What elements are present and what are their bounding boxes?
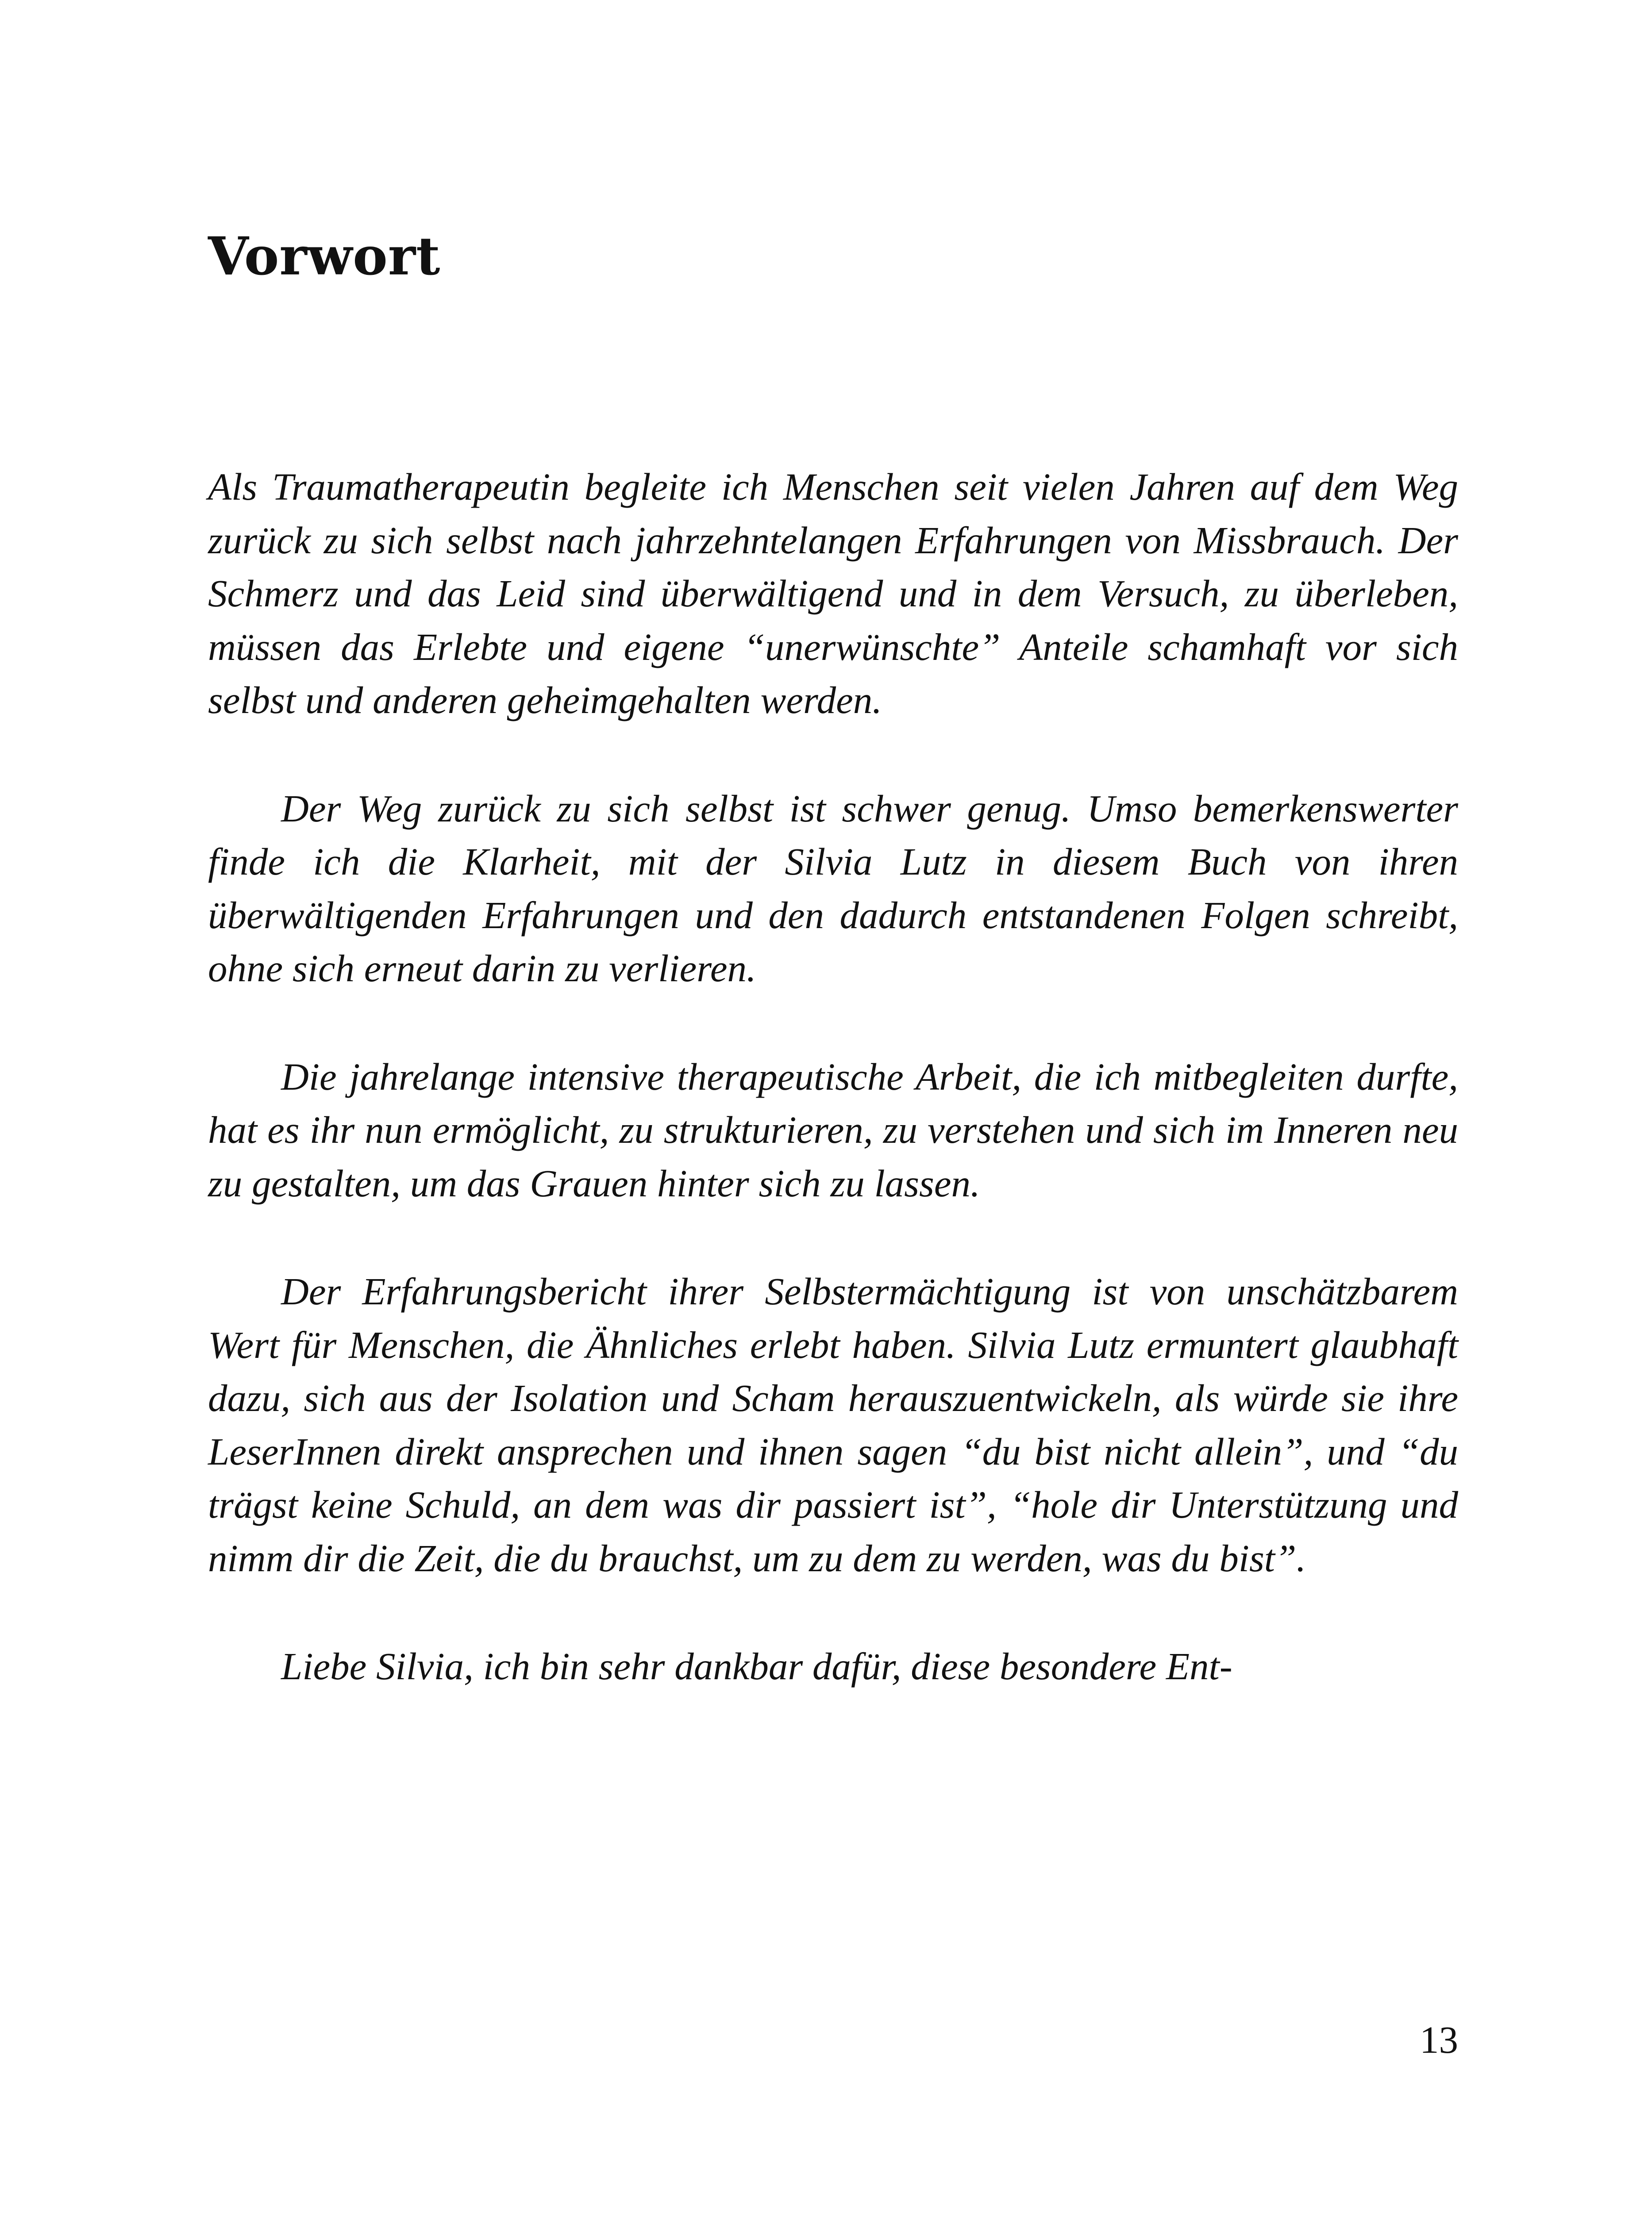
paragraph-4: Der Erfahrungsbericht ihrer Selbstermächtigung ist von unschätzbarem Wert für Menschen, die Ähnliches erlebt haben. Silvia Lutz ermuntert glaubhaft dazu, sich aus der Isolation und Scham herauszuentwickeln, als würde sie ihre LeserInnen direkt ansprechen und ihnen sagen “du bist nicht allein”, und “du trägst keine Schuld, an dem was dir passiert ist”, “hole dir Unterstützung und nimm dir die Zeit, die du brauchst, um zu dem zu werden, was du bist”. bbox=[208, 1270, 1458, 1580]
paragraph-2: Der Weg zurück zu sich selbst ist schwer genug. Umso bemerkenswerter finde ich die Klarheit, mit der Silvia Lutz in diesem Buch von ihren überwältigenden Erfahrungen und den dadurch entstandenen Folgen schreibt, ohne sich erneut darin zu verlieren. bbox=[208, 787, 1458, 990]
body-text bbox=[208, 460, 1458, 1748]
paragraph-1: Als Traumatherapeutin begleite ich Menschen seit vielen Jahren auf dem Weg zurück zu sich selbst nach jahrzehntelangen Erfahrungen von Missbrauch. Der Schmerz und das Leid sind überwältigend und in dem Versuch, zu überleben, müssen das Erlebte und eigene “unerwünschte” Anteile schamhaft vor sich selbst und anderen geheimgehalten werden. bbox=[208, 465, 1458, 721]
page-number: 13 bbox=[1420, 2018, 1458, 2061]
paragraph-3: Die jahrelange intensive therapeutische Arbeit, die ich mitbegleiten durfte, hat es ihr nun ermöglicht, zu strukturieren, zu verstehen und sich im Inneren neu zu gestalten, um das Grauen hinter sich zu lassen. bbox=[208, 1055, 1458, 1205]
paragraph-5: Liebe Silvia, ich bin sehr dankbar dafür, diese besondere Ent- bbox=[281, 1645, 1232, 1688]
chapter-heading: Vorwort bbox=[208, 225, 441, 287]
